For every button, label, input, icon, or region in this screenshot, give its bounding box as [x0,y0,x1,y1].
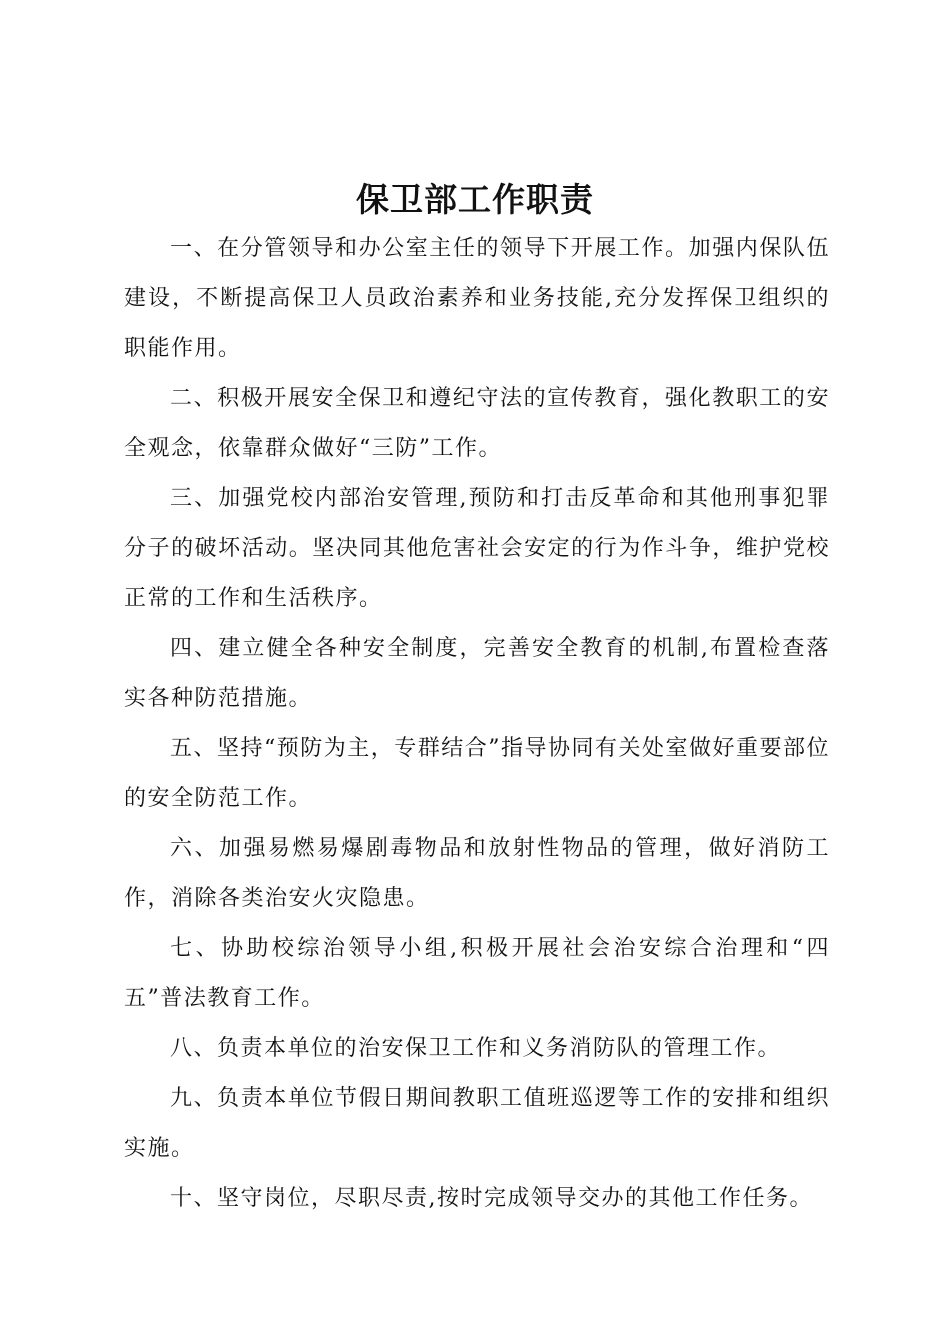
duty-paragraph-3: 三、加强党校内部治安管理,预防和打击反革命和其他刑事犯罪分子的破坏活动。坚决同其他危害社会安定的行为作斗争，维护党校正常的工作和生活秩序。 [124,486,830,611]
duty-paragraph-1: 一、在分管领导和办公室主任的领导下开展工作。加强内保队伍建设，不断提高保卫人员政治素养和业务技能,充分发挥保卫组织的职能作用。 [124,236,830,361]
duty-paragraph-8: 八、负责本单位的治安保卫工作和义务消防队的管理工作。 [170,1036,782,1061]
duty-paragraph-4: 四、建立健全各种安全制度，完善安全教育的机制,布置检查落实各种防范措施。 [124,636,830,711]
duty-paragraph-7: 七、协助校综治领导小组,积极开展社会治安综合治理和“四五”普法教育工作。 [124,936,830,1011]
duty-paragraph-5: 五、坚持“预防为主，专群结合”指导协同有关处室做好重要部位的安全防范工作。 [124,736,830,811]
duty-paragraph-9: 九、负责本单位节假日期间教职工值班巡逻等工作的安排和组织实施。 [124,1086,830,1161]
duty-paragraph-2: 二、积极开展安全保卫和遵纪守法的宣传教育，强化教职工的安全观念，依靠群众做好“三防”工作。 [124,386,830,461]
duty-paragraph-10: 十、坚守岗位，尽职尽责,按时完成领导交办的其他工作任务。 [170,1186,813,1211]
duty-paragraph-6: 六、加强易燃易爆剧毒物品和放射性物品的管理，做好消防工作，消除各类治安火灾隐患。 [124,836,830,911]
document-title: 保卫部工作职责 [356,180,594,219]
document-body [124,224,830,1224]
